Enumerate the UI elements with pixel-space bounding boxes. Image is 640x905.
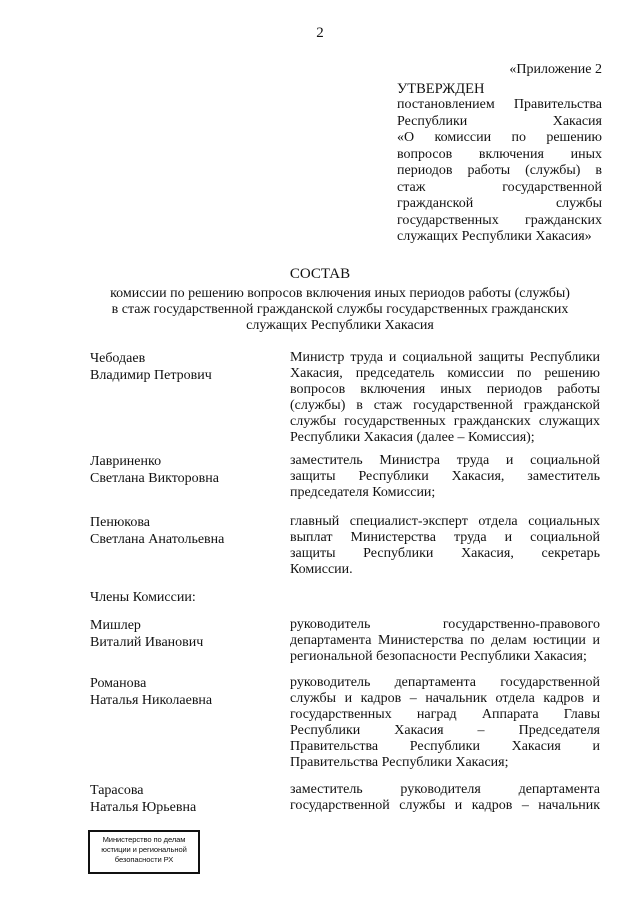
annex-label: «Приложение 2 <box>509 62 602 77</box>
member-given-name: Наталья Николаевна <box>90 693 213 708</box>
role-line: государственных наград Аппарата Главы <box>290 707 600 722</box>
member-surname: Мишлер <box>90 618 141 633</box>
role-line: руководитель государственно-правового <box>290 617 600 632</box>
stamp-line: безопасности РХ <box>114 855 174 864</box>
member-row <box>90 617 604 675</box>
member-name <box>90 782 290 816</box>
approval-line: постановлением Правительства <box>397 97 602 112</box>
document-subtitle <box>98 286 582 334</box>
member-row <box>90 675 604 782</box>
role-line: Республики Хакасия – Председателя <box>290 723 600 738</box>
approval-line: Республики Хакасия <box>397 113 602 129</box>
stamp-line: юстиции и региональной <box>101 845 187 854</box>
role-line: службы и кадров – начальник отдела кадров и <box>290 691 600 706</box>
role-line: региональной безопасности Республики Хакасия; <box>290 649 587 664</box>
member-role <box>290 782 600 816</box>
role-line: службы государственных гражданских служащих <box>290 414 600 429</box>
approval-line: гражданской службы <box>397 196 602 211</box>
ministry-stamp <box>88 830 200 874</box>
member-given-name: Светлана Анатольевна <box>90 532 225 547</box>
member-name <box>90 514 290 592</box>
member-given-name: Светлана Викторовна <box>90 471 219 486</box>
role-line: заместитель Министра труда и социальной <box>290 453 600 468</box>
members-list <box>90 617 604 816</box>
subtitle-line: в стаж государственной гражданской службы государственных гражданских <box>111 302 569 317</box>
approval-line: служащих Республики Хакасия» <box>397 229 592 244</box>
role-line: Хакасия, председатель комиссии по решению <box>290 366 600 381</box>
member-role <box>290 453 600 514</box>
member-given-name: Наталья Юрьевна <box>90 800 197 815</box>
role-line: защиты Республики Хакасия, заместитель <box>290 469 600 484</box>
member-name <box>90 350 290 450</box>
member-surname: Пенюкова <box>90 515 151 530</box>
member-surname: Романова <box>90 676 147 691</box>
role-line: защиты Республики Хакасия, секретарь <box>290 546 600 561</box>
members-heading: Члены Комиссии: <box>90 590 196 605</box>
member-role <box>290 514 600 592</box>
stamp-line: Министерство по делам <box>102 835 186 844</box>
subtitle-line: служащих Республики Хакасия <box>246 318 434 333</box>
composition-list <box>90 350 604 592</box>
member-row <box>90 782 604 816</box>
approval-text <box>397 97 602 246</box>
document-title: СОСТАВ <box>289 266 351 282</box>
role-line: Правительства Республики Хакасия и <box>290 739 600 754</box>
member-surname: Чебодаев <box>90 351 146 366</box>
subtitle-line: комиссии по решению вопросов включения иных периодов работы (службы) <box>110 286 570 301</box>
role-line: Правительства Республики Хакасия; <box>290 755 509 770</box>
role-line: (службы) в стаж государственной гражданской <box>290 398 600 413</box>
page-number: 2 <box>316 25 324 41</box>
member-role <box>290 350 600 450</box>
approved-heading: УТВЕРЖДЕН <box>397 80 485 97</box>
role-line: председателя Комиссии; <box>290 485 436 500</box>
role-line: департамента Министерства по делам юстиции и <box>290 633 600 648</box>
member-name <box>90 675 290 782</box>
role-line: Республики Хакасия (далее – Комиссия); <box>290 430 535 445</box>
approval-line: периодов работы (службы) в <box>397 163 602 178</box>
approval-line: государственных гражданских <box>397 212 602 228</box>
role-line: вопросов включения иных периодов работы <box>290 382 600 397</box>
member-row <box>90 350 604 450</box>
member-role <box>290 617 600 675</box>
member-role <box>290 675 600 782</box>
member-surname: Лавриненко <box>90 454 162 469</box>
approval-line: стаж государственной <box>397 179 602 195</box>
member-given-name: Владимир Петрович <box>90 368 212 383</box>
member-given-name: Виталий Иванович <box>90 635 204 650</box>
member-name <box>90 453 290 514</box>
role-line: главный специалист-эксперт отдела социальных <box>290 514 600 529</box>
role-line: Министр труда и социальной защиты Республики <box>290 350 600 365</box>
approval-block <box>397 62 602 246</box>
member-row <box>90 453 604 514</box>
role-line: заместитель руководителя департамента <box>290 782 600 797</box>
role-line: выплат Министерства труда и социальной <box>290 530 600 545</box>
member-surname: Тарасова <box>90 783 144 798</box>
approval-line: вопросов включения иных <box>397 146 602 162</box>
member-name <box>90 617 290 675</box>
approval-line: «О комиссии по решению <box>397 130 602 145</box>
member-row <box>90 514 604 592</box>
role-line: руководитель департамента государственной <box>290 675 600 690</box>
role-line: государственной службы и кадров – начальник <box>290 798 600 813</box>
role-line: Комиссии. <box>290 562 353 577</box>
